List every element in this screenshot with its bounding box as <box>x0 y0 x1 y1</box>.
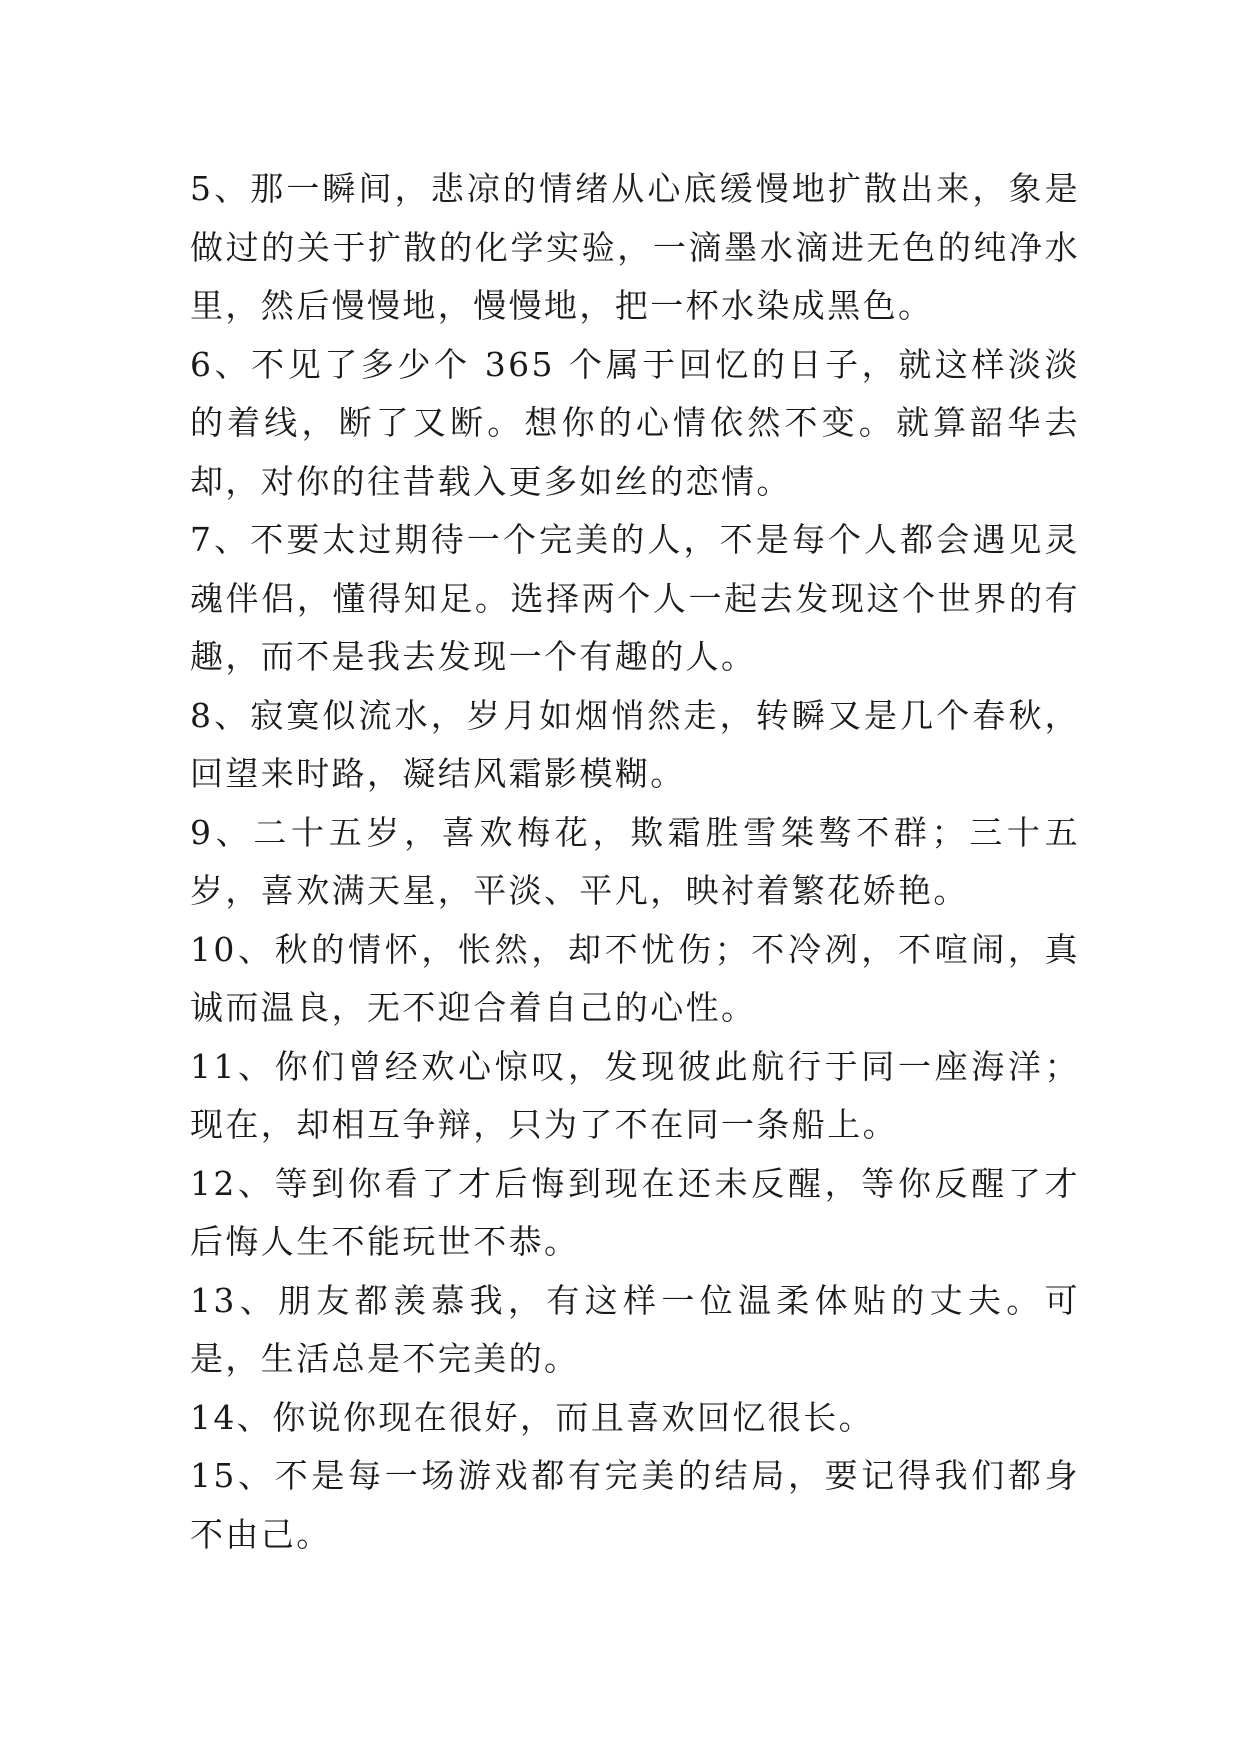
entry-6: 6、不见了多少个 365 个属于回忆的日子，就这样淡淡的着线，断了又断。想你的心情依然不变。就算韶华去却，对你的往昔载入更多如丝的恋情。 <box>190 344 1080 501</box>
entry-7: 7、不要太过期待一个完美的人，不是每个人都会遇见灵魂伴侣，懂得知足。选择两个人一起去发现这个世界的有趣，而不是我去发现一个有趣的人。 <box>190 520 1080 676</box>
entry-11: 11、你们曾经欢心惊叹，发现彼此航行于同一座海洋；现在，却相互争辩，只为了不在同一条船上。 <box>190 1046 1080 1144</box>
entry-5: 5、那一瞬间，悲凉的情绪从心底缓慢地扩散出来，象是做过的关于扩散的化学实验，一滴墨水滴进无色的纯净水里，然后慢慢地，慢慢地，把一杯水染成黑色。 <box>190 169 1080 325</box>
entry-15: 15、不是每一场游戏都有完美的结局，要记得我们都身不由己。 <box>190 1456 1080 1554</box>
entry-12: 12、等到你看了才后悔到现在还未反醒，等你反醒了才后悔人生不能玩世不恭。 <box>190 1163 1080 1261</box>
entry-8: 8、寂寞似流水，岁月如烟悄然走，转瞬又是几个春秋，回望来时路，凝结风霜影模糊。 <box>190 695 1080 793</box>
document-body <box>190 160 1080 1564</box>
entry-13: 13、朋友都羡慕我，有这样一位温柔体贴的丈夫。可是，生活总是不完美的。 <box>190 1280 1080 1378</box>
entry-10: 10、秋的情怀，怅然，却不忧伤；不冷冽，不喧闹，真诚而温良，无不迎合着自己的心性。 <box>190 929 1080 1027</box>
entry-9: 9、二十五岁，喜欢梅花，欺霜胜雪桀骜不群；三十五岁，喜欢满天星，平淡、平凡，映衬着繁花娇艳。 <box>190 812 1080 910</box>
entry-14: 14、你说你现在很好，而且喜欢回忆很长。 <box>190 1397 874 1437</box>
